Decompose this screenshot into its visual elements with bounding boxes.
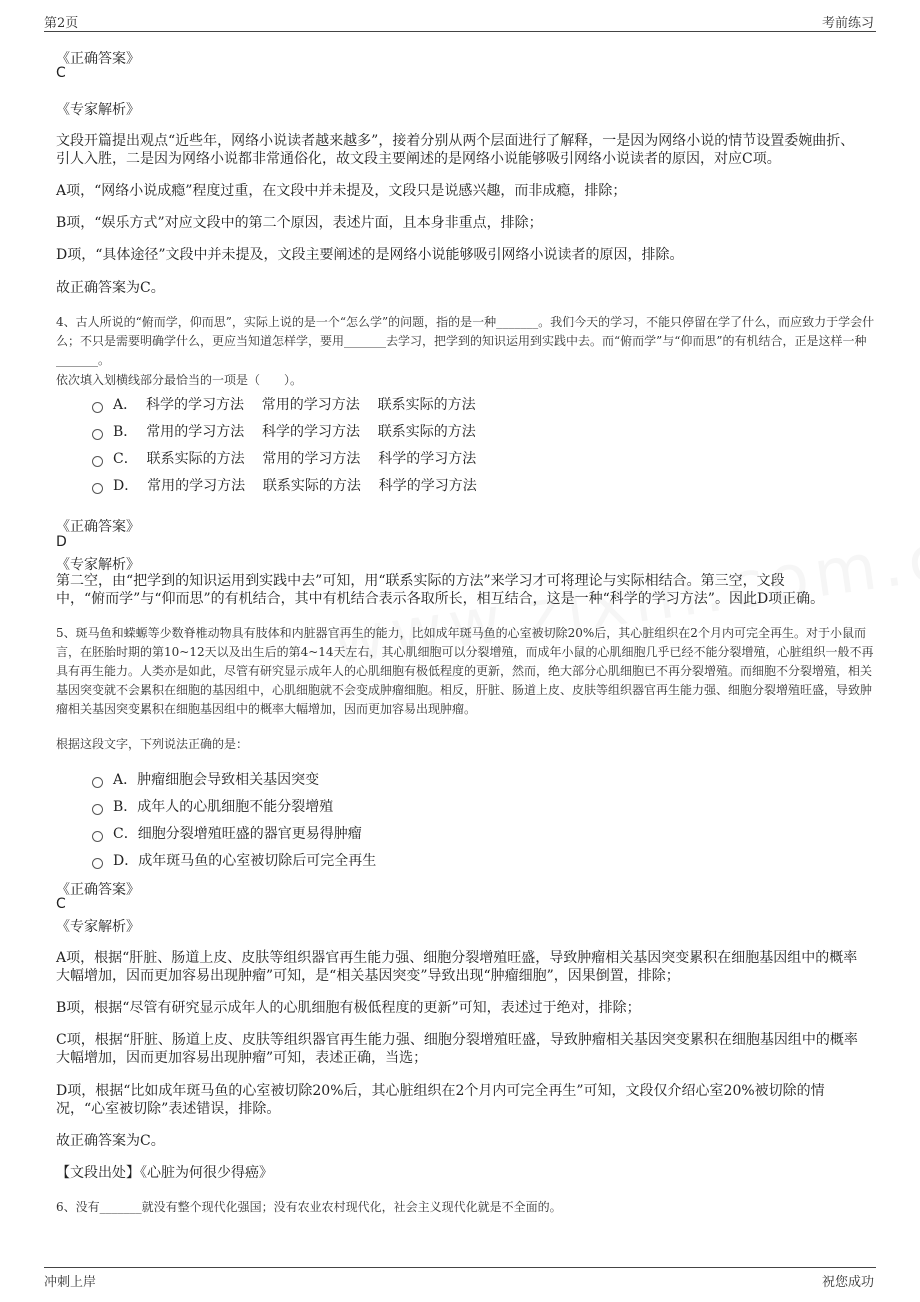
- q3-option-b-analysis: B项，“娱乐方式”对应文段中的第二个原因，表述片面，且本身非重点，排除；: [56, 215, 543, 231]
- q5-prompt: 根据这段文字，下列说法正确的是：: [56, 737, 249, 751]
- q5-option-d[interactable]: [92, 850, 376, 870]
- q5-option-d-analysis: D项，根据“比如成年斑马鱼的心室被切除20%后，其心脏组织在2个月内可完全再生”可知，文段仅介绍心室20%被切除的情况，“心室被切除”表述错误，排除。: [56, 1083, 825, 1117]
- q4-option-a-label: A． 科学的学习方法 常用的学习方法 联系实际的方法: [113, 397, 476, 413]
- radio-icon[interactable]: [92, 831, 103, 842]
- radio-icon[interactable]: [92, 483, 103, 494]
- page-number: 第2页: [44, 16, 79, 31]
- q4-analysis-label: 《专家解析》: [56, 557, 140, 573]
- radio-icon[interactable]: [92, 858, 103, 869]
- q5-option-b-label: B．成年人的心肌细胞不能分裂增殖: [113, 799, 334, 815]
- q5-option-c[interactable]: [92, 823, 362, 843]
- q5-source: 【文段出处】《心脏为何很少得癌》: [56, 1165, 273, 1181]
- q5-option-a-analysis: A项，根据“肝脏、肠道上皮、皮肤等组织器官再生能力强、细胞分裂增殖旺盛，导致肿瘤相关基因突变累积在细胞基因组中的概率大幅增加，因而更加容易出现肿瘤”可知，是“相关基因突变”导致出现“肿瘤细胞”，因果倒置，排除；: [56, 950, 858, 984]
- q3-correct-answer: C: [56, 65, 66, 81]
- footer-divider: [44, 1267, 876, 1268]
- q5-option-c-analysis: C项，根据“肝脏、肠道上皮、皮肤等组织器官再生能力强、细胞分裂增殖旺盛，导致肿瘤相关基因突变累积在细胞基因组中的概率大幅增加，因而更加容易出现肿瘤”可知，表述正确，当选；: [56, 1032, 858, 1066]
- q3-option-d-analysis: D项，“具体途径”文段中并未提及，文段主要阐述的是网络小说能够吸引网络小说读者的原因，排除。: [56, 247, 684, 263]
- footer-left-text: 冲刺上岸: [44, 1275, 97, 1290]
- q5-stem: 5、斑马鱼和蝾螈等少数脊椎动物具有肢体和内脏器官再生的能力，比如成年斑马鱼的心室被切除20%后，其心脏组织在2个月内可完全再生。对于小鼠而言，在胚胎时期的第10~12天以及出生后的第4~14天左右，其心肌细胞可以分裂增殖，而成年小鼠的心肌细胞几乎已经不能分裂增殖，心脏组织一般不再具有再生能力。人类亦是如此，尽管有研究显示成年人的心肌细胞有极低程度的更新，然而，绝大部分心肌细胞已不再分裂增殖。而细胞不分裂增殖，相关基因突变就不会累积在细胞的基因组中，心肌细胞就不会变成肿瘤细胞。相反，肝脏、肠道上皮、皮肤等组织器官再生能力强、细胞分裂增殖旺盛，导致肿瘤相关基因突变累积在细胞基因组中的概率大幅增加，因而更加容易出现肿瘤。: [56, 626, 874, 716]
- radio-icon[interactable]: [92, 804, 103, 815]
- q5-option-a-label: A．肿瘤细胞会导致相关基因突变: [113, 772, 320, 788]
- q4-option-b-label: B． 常用的学习方法 科学的学习方法 联系实际的方法: [113, 424, 476, 440]
- q4-option-b[interactable]: [92, 421, 476, 441]
- q5-option-b[interactable]: [92, 796, 333, 816]
- q5-conclusion: 故正确答案为C。: [56, 1133, 165, 1149]
- q3-correct-answer-label: 《正确答案》: [56, 51, 140, 67]
- q6-stem: 6、没有_______就没有整个现代化强国；没有农业农村现代化，社会主义现代化就是不全面的。: [56, 1200, 562, 1214]
- q5-option-c-label: C．细胞分裂增殖旺盛的器官更易得肿瘤: [113, 826, 362, 842]
- header-right-text: 考前练习: [821, 16, 874, 31]
- q4-correct-answer: D: [56, 534, 67, 550]
- footer-right-text: 祝您成功: [821, 1275, 874, 1290]
- q5-correct-answer: C: [56, 896, 66, 912]
- q4-correct-answer-label: 《正确答案》: [56, 519, 140, 535]
- q4-option-c-label: C． 联系实际的方法 常用的学习方法 科学的学习方法: [113, 451, 477, 467]
- q3-analysis-paragraph: 文段开篇提出观点“近些年，网络小说读者越来越多”，接着分别从两个层面进行了解释，一是因为网络小说的情节设置委婉曲折、引人入胜，二是因为网络小说都非常通俗化，故文段主要阐述的是网络小说能够吸引网络小说读者的原因，对应C项。: [56, 133, 855, 167]
- radio-icon[interactable]: [92, 402, 103, 413]
- radio-icon[interactable]: [92, 429, 103, 440]
- q3-conclusion: 故正确答案为C。: [56, 280, 165, 296]
- q5-correct-answer-label: 《正确答案》: [56, 882, 140, 898]
- q5-analysis-label: 《专家解析》: [56, 919, 140, 935]
- q3-analysis-label: 《专家解析》: [56, 102, 140, 118]
- q4-option-d-label: D． 常用的学习方法 联系实际的方法 科学的学习方法: [113, 478, 477, 494]
- q3-option-a-analysis: A项，“网络小说成瘾”程度过重，在文段中并未提及，文段只是说感兴趣，而非成瘾，排除；: [56, 183, 627, 199]
- radio-icon[interactable]: [92, 777, 103, 788]
- header-divider: [44, 31, 876, 32]
- q4-stem: 4、古人所说的“俯而学，仰而思”，实际上说的是一个“怎么学”的问题，指的是一种_______。我们今天的学习，不能只停留在学了什么，而应致力于学会什么；不只是需要明确学什么，更应当知道怎样学，要用_______去学习，把学到的知识运用到实践中去。而“俯而学”与“仰而思”的有机结合，正是这样一种_______。: [56, 315, 875, 367]
- q5-option-b-analysis: B项，根据“尽管有研究显示成年人的心肌细胞有极低程度的更新”可知，表述过于绝对，排除；: [56, 1000, 641, 1016]
- q4-option-d[interactable]: [92, 475, 477, 495]
- q4-analysis: 第二空，由“把学到的知识运用到实践中去”可知，用“联系实际的方法”来学习才可将理论与实际相结合。第三空，文段中，“俯而学”与“仰而思”的有机结合，其中有机结合表示各取所长，相互结合，这是一种“科学的学习方法”。因此D项正确。: [56, 573, 825, 607]
- q4-option-a[interactable]: [92, 394, 476, 414]
- q5-option-a[interactable]: [92, 769, 319, 789]
- q5-option-d-label: D．成年斑马鱼的心室被切除后可完全再生: [113, 853, 377, 869]
- q4-prompt: 依次填入划横线部分最恰当的一项是（ ）。: [56, 373, 303, 387]
- radio-icon[interactable]: [92, 456, 103, 467]
- q4-option-c[interactable]: [92, 448, 476, 468]
